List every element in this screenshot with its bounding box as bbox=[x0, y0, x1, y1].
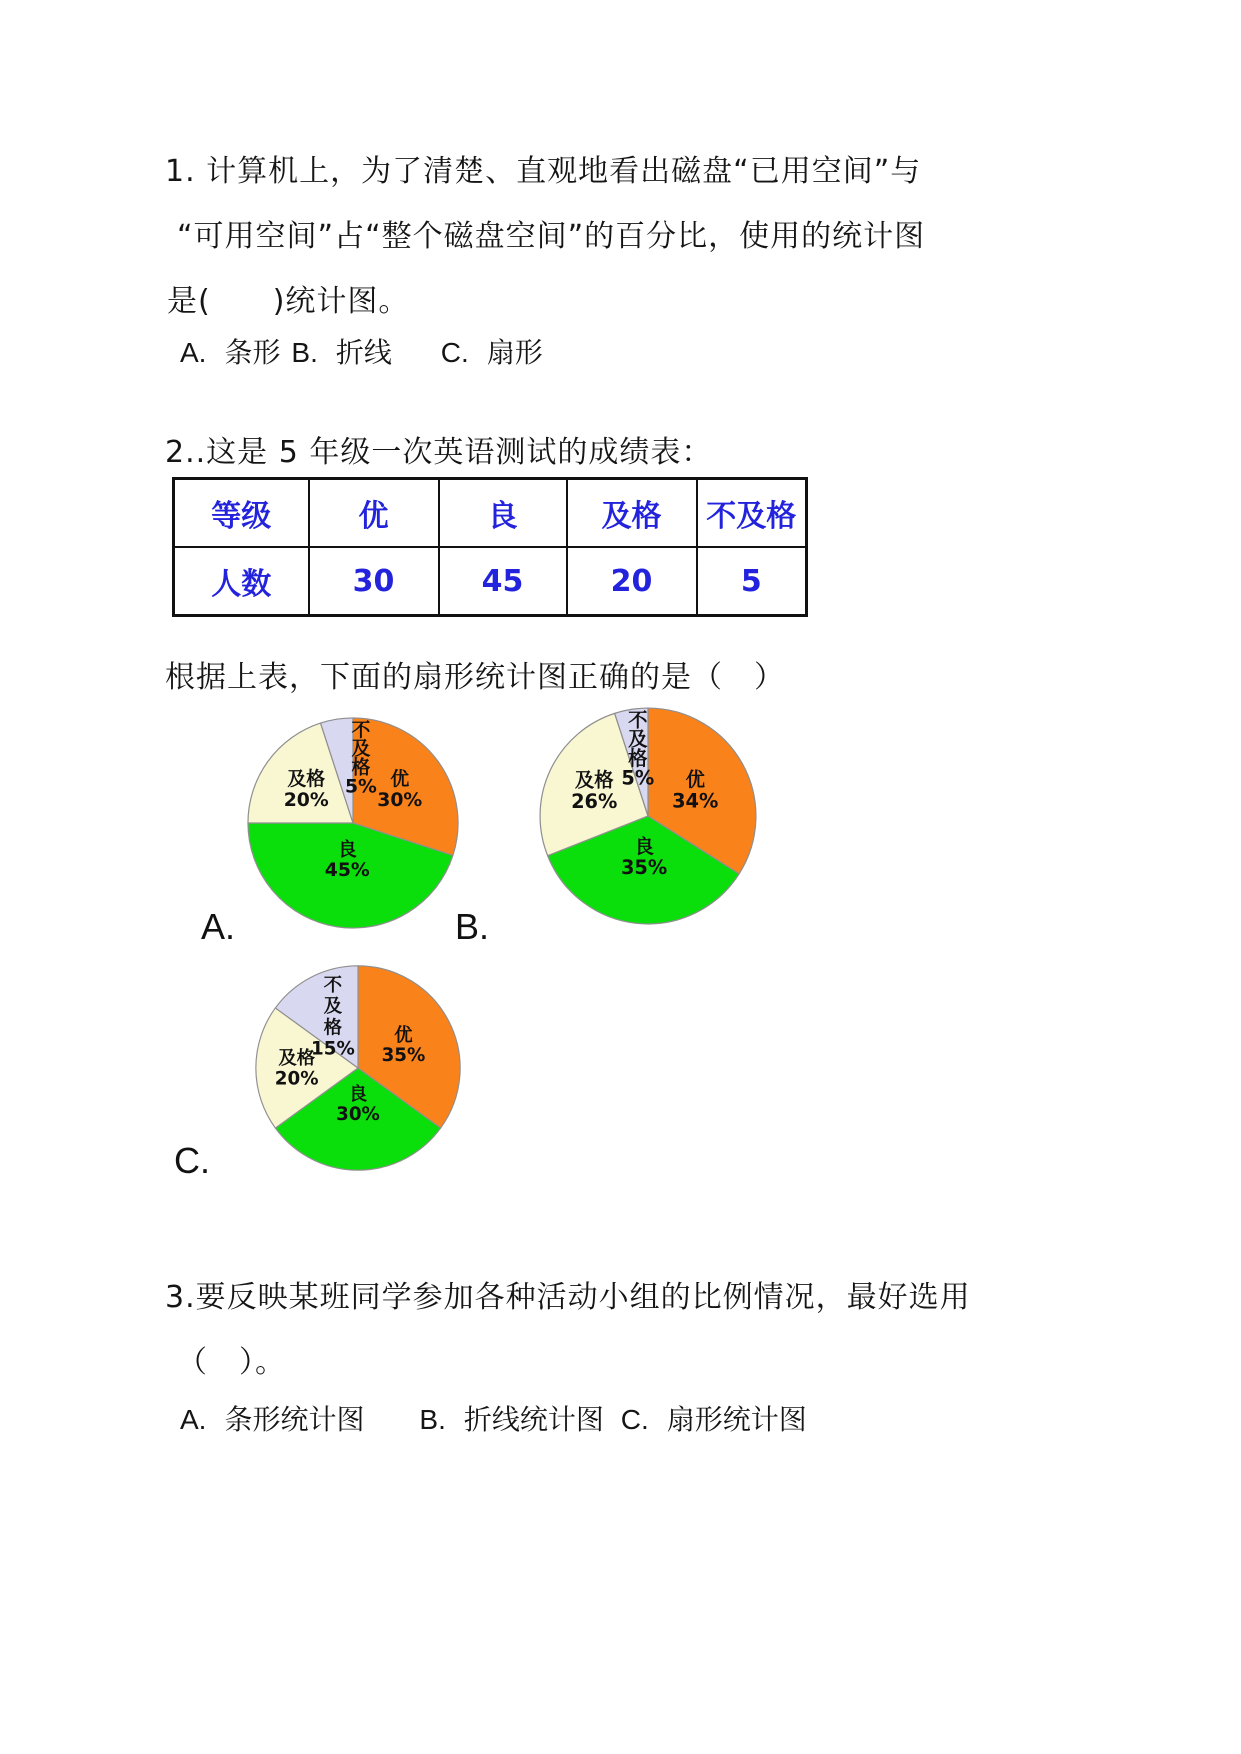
q1-option-c-key: C. bbox=[440, 337, 469, 368]
svg-text:及格20%: 及格 20% bbox=[274, 1048, 319, 1090]
q1-option-a-label: 条形 bbox=[224, 336, 281, 369]
question-3-options bbox=[180, 1398, 807, 1438]
q1-option-c-label: 扇形 bbox=[486, 336, 543, 369]
q3-option-c-key: C. bbox=[620, 1404, 649, 1435]
q3-option-b bbox=[419, 1398, 603, 1438]
svg-text:良30%: 良 30% bbox=[336, 1083, 380, 1126]
header-cell-jige: 及格 bbox=[567, 479, 697, 548]
svg-text:优34%: 优 34% bbox=[672, 767, 719, 813]
score-table-header-row bbox=[174, 479, 807, 548]
header-cell-bujige: 不及格 bbox=[697, 479, 807, 548]
question-3-line-1: 3.要反映某班同学参加各种活动小组的比例情况，最好选用 bbox=[165, 1280, 971, 1315]
question-2-intro: 2..这是 5 年级一次英语测试的成绩表： bbox=[165, 435, 713, 470]
svg-text:及格26%: 及格 26% bbox=[571, 768, 618, 814]
svg-text:及格20%: 及格 20% bbox=[283, 769, 329, 811]
q3-option-a bbox=[180, 1398, 364, 1438]
question-1-line-1: 1. 计算机上，为了清楚、直观地看出磁盘“已用空间”与 bbox=[165, 154, 922, 189]
q1-option-a bbox=[180, 331, 280, 371]
q3-option-a-label: 条形统计图 bbox=[224, 1403, 365, 1436]
q1-option-b bbox=[291, 331, 391, 371]
svg-text:不及格15%: 不及格 15% bbox=[311, 974, 355, 1060]
q3-option-c-label: 扇形统计图 bbox=[666, 1403, 807, 1436]
question-1-line-3: 是( )统计图。 bbox=[167, 284, 410, 319]
pie-chart-c bbox=[252, 962, 464, 1174]
question-1-line-2: “可用空间”占“整个磁盘空间”的百分比，使用的统计图 bbox=[177, 219, 926, 254]
data-cell-jige-count: 20 bbox=[567, 547, 697, 616]
svg-text:良45%: 良 45% bbox=[324, 839, 370, 882]
data-cell-liang-count: 45 bbox=[439, 547, 567, 616]
q1-option-b-key: B. bbox=[291, 337, 318, 368]
svg-text:良35%: 良 35% bbox=[620, 834, 668, 880]
header-cell-liang: 良 bbox=[439, 479, 567, 548]
svg-text:优35%: 优 35% bbox=[381, 1024, 426, 1067]
q1-option-b-label: 折线 bbox=[335, 336, 392, 369]
pie-option-label-b: B. bbox=[455, 906, 490, 947]
svg-text:优30%: 优 30% bbox=[377, 769, 423, 811]
pie-option-label-c: C. bbox=[174, 1140, 210, 1181]
svg-text:不及格5%: 不及格 5% bbox=[344, 719, 377, 798]
q3-option-a-key: A. bbox=[180, 1404, 207, 1435]
q3-option-b-label: 折线统计图 bbox=[463, 1403, 604, 1436]
question-3-line-2: （ ）。 bbox=[177, 1345, 286, 1380]
header-cell-you: 优 bbox=[309, 479, 439, 548]
header-cell-grade: 等级 bbox=[174, 479, 309, 548]
q1-option-a-key: A. bbox=[180, 337, 207, 368]
pie-chart-b bbox=[536, 704, 760, 928]
score-table bbox=[172, 477, 808, 617]
q1-option-c bbox=[441, 331, 543, 371]
pie-option-label-a: A. bbox=[201, 906, 236, 947]
data-cell-you-count: 30 bbox=[309, 547, 439, 616]
pie-chart-a bbox=[244, 714, 462, 932]
question-1-options bbox=[180, 331, 543, 371]
q3-option-b-key: B. bbox=[419, 1404, 446, 1435]
q3-option-c bbox=[621, 1398, 807, 1438]
svg-text:不及格5%: 不及格 5% bbox=[621, 708, 655, 790]
question-2-prompt: 根据上表，下面的扇形统计图正确的是（ ） bbox=[165, 660, 785, 695]
data-cell-bujige-count: 5 bbox=[697, 547, 807, 616]
data-cell-renshu: 人数 bbox=[174, 547, 309, 616]
score-table-data-row bbox=[174, 547, 807, 616]
